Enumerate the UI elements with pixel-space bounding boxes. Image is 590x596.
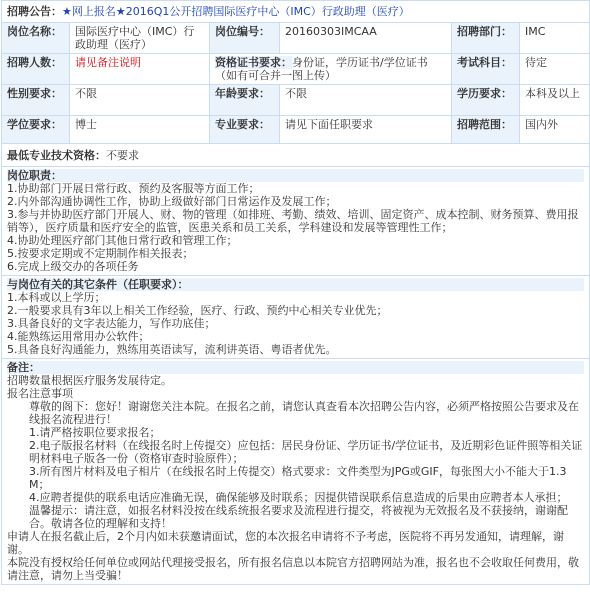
note-line: 报名注意事项 xyxy=(7,387,73,400)
gender-label: 性别要求： xyxy=(2,85,70,116)
duties-row xyxy=(2,167,590,276)
note-line: 温馨提示：请注意，如报名材料没按在线系统报名要求及流程进行提交，将被视为无效报名及不获接纳，谢谢配合。敬请各位的理解和支持！ xyxy=(29,504,568,530)
job-details-table xyxy=(1,0,590,585)
age-value: 不限 xyxy=(280,85,452,116)
scope-value: 国内外 xyxy=(520,116,590,144)
min-qualification-value: 不要求 xyxy=(106,149,139,162)
cert-cell xyxy=(210,54,452,85)
duty-item: 6.完成上级交办的各项任务 xyxy=(7,260,139,273)
major-value: 请见下面任职要求 xyxy=(280,116,452,144)
note-line: 招聘数量根据医疗服务发展待定。 xyxy=(7,374,172,387)
details-row-1 xyxy=(2,23,590,54)
headcount-label: 招聘人数： xyxy=(2,54,70,85)
post-name-label: 岗位名称： xyxy=(2,23,70,54)
note-line: 本院没有授权给任何单位或网站代理接受报名，所有报名信息以本院官方招聘网站为准，报名也不会收取任何费用，敬请注意，请勿上当受骗！ xyxy=(7,556,579,582)
dept-value: IMC xyxy=(520,23,590,54)
major-label: 专业要求： xyxy=(210,116,280,144)
details-row-5 xyxy=(2,144,590,167)
note-line: 2.电子版报名材料（在线报名时上传提交）应包括：居民身份证、学历证书/学位证书，及近期彩色证件照等相关证明材料电子版各一份（资格审查时验原件）； xyxy=(29,439,583,465)
details-row-3 xyxy=(2,85,590,116)
post-code-label: 岗位编号： xyxy=(210,23,280,54)
note-line: 尊敬的阁下：您好！谢谢您关注本院。在报名之前，请您认真查看本次招聘公告内容，必须严格按照公告要求及在线报名流程进行！ xyxy=(29,400,579,426)
age-label: 年龄要求： xyxy=(210,85,280,116)
scope-label: 招聘范围： xyxy=(452,116,520,144)
degree-label: 学位要求： xyxy=(2,116,70,144)
note-line: 1.请严格按职位要求报名； xyxy=(29,426,161,439)
duty-item: 2.内外部沟通协调性工作，协助上级做好部门日常运作及发展工作； xyxy=(7,195,337,208)
cert-label: 资格证书要求： xyxy=(215,56,292,69)
duty-item: 1.协助部门开展日常行政、预约及客服等方面工作； xyxy=(7,182,260,195)
conditions-row xyxy=(2,276,590,359)
notes-heading: 备注： xyxy=(7,361,584,374)
announcement-title-link[interactable]: ★网上报名★2016Q1公开招聘国际医疗中心（IMC）行政助理（医疗） xyxy=(62,5,410,18)
gender-value: 不限 xyxy=(70,85,210,116)
cert-value: 身份证，学历证书/学位证书（如有可合并一图上传） xyxy=(215,56,428,82)
duties-heading: 岗位职责： xyxy=(7,169,584,182)
education-value: 本科及以上 xyxy=(520,85,590,116)
min-qualification-label: 最低专业技术资格： xyxy=(7,149,106,162)
note-line: 4.应聘者提供的联系电话应准确无误，确保能够及时联系；因提供错误联系信息造成的后果由应聘者本人承担； xyxy=(29,491,568,504)
announcement-label: 招聘公告： xyxy=(7,5,62,18)
job-posting-panel xyxy=(1,0,589,585)
post-code-value: 20160303IMCAA xyxy=(280,23,452,54)
note-line: 申请人在报名截止后，2个月内如未获邀请面试，您的本次报名申请将不予考虑，医院将不再另发通知，请理解，谢谢。 xyxy=(7,530,564,556)
duty-item: 4.协助处理医疗部门其他日常行政和管理工作； xyxy=(7,234,238,247)
exam-value: 待定 xyxy=(520,54,590,85)
condition-item: 1.本科或以上学历； xyxy=(7,291,106,304)
condition-item: 2.一般要求具有3年以上相关工作经验，医疗、行政、预约中心相关专业优先； xyxy=(7,304,388,317)
condition-item: 5.具备良好沟通能力，熟练用英语读写，流利讲英语、粤语者优先。 xyxy=(7,343,337,356)
details-row-2 xyxy=(2,54,590,85)
education-label: 学历要求： xyxy=(452,85,520,116)
duty-item: 5.按要求定期或不定期制作相关报表； xyxy=(7,247,194,260)
condition-item: 3.具备良好的文字表达能力，写作功底佳； xyxy=(7,317,216,330)
post-name-value: 国际医疗中心（IMC）行政助理（医疗） xyxy=(70,23,210,54)
conditions-heading: 与岗位有关的其它条件（任职要求）： xyxy=(7,278,584,291)
title-row xyxy=(2,1,590,23)
exam-label: 考试科目： xyxy=(452,54,520,85)
duty-item: 3.参与并协助医疗部门开展人、财、物的管理（如排班、考勤、绩效、培训、固定资产、成本控制、财务预算、费用报销等），医疗质量和医疗安全的监管，医患关系和员工关系，学科建设和发展等管理性工作； xyxy=(7,208,579,234)
details-row-4 xyxy=(2,116,590,144)
condition-item: 4.能熟练运用常用办公软件； xyxy=(7,330,150,343)
dept-label: 招聘部门： xyxy=(452,23,520,54)
headcount-value: 请见备注说明 xyxy=(70,54,210,85)
degree-value: 博士 xyxy=(70,116,210,144)
notes-row xyxy=(2,359,590,585)
note-line: 3.所有图片材料及电子相片（在线报名时上传提交）格式要求：文件类型为JPG或GIF，每张图大小不能大于1.3M； xyxy=(29,465,567,491)
